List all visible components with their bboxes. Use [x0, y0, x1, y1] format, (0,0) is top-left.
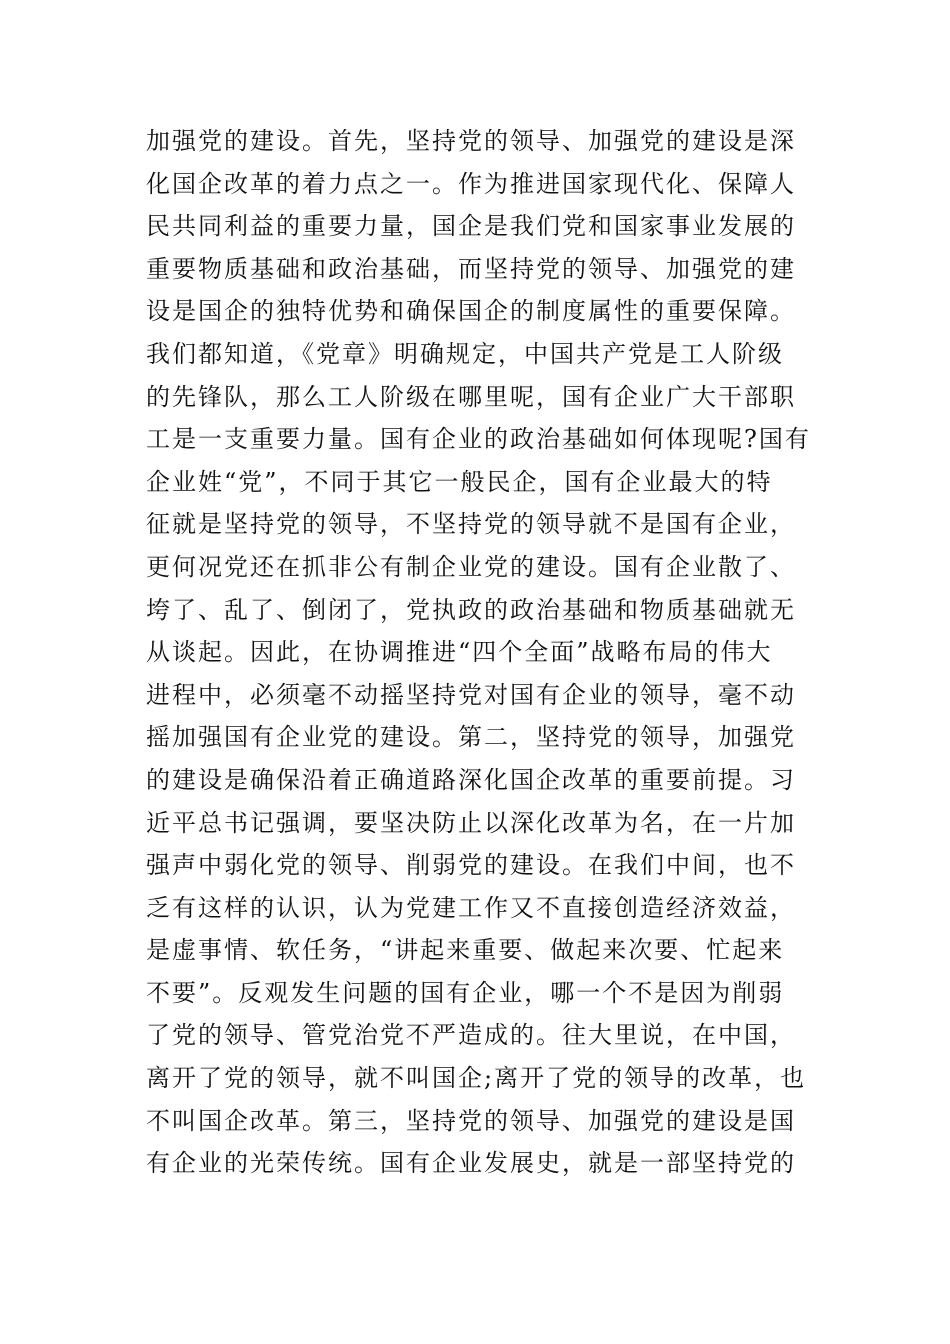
- text-line: 的建设是确保沿着正确道路深化国企改革的重要前提。习: [146, 765, 796, 794]
- text-line: 不要”。反观发生问题的国有企业，哪一个不是因为削弱: [146, 978, 785, 1007]
- text-line: 进程中，必须毫不动摇坚持党对国有企业的领导，毫不动: [146, 680, 796, 709]
- text-line: 强声中弱化党的领导、削弱党的建设。在我们中间，也不: [146, 851, 796, 880]
- text-line: 乏有这样的认识，认为党建工作又不直接创造经济效益，: [146, 893, 796, 922]
- text-line: 从谈起。因此，在协调推进“四个全面”战略布局的伟大: [146, 638, 773, 667]
- text-line: 垮了、乱了、倒闭了，党执政的政治基础和物质基础就无: [146, 595, 796, 624]
- text-line: 民共同利益的重要力量，国企是我们党和国家事业发展的: [146, 212, 796, 241]
- text-line: 近平总书记强调，要坚决防止以深化改革为名，在一片加: [146, 808, 796, 837]
- text-line: 我们都知道，《党章》明确规定，中国共产党是工人阶级: [146, 339, 784, 368]
- text-line: 征就是坚持党的领导，不坚持党的领导就不是国有企业，: [146, 510, 796, 539]
- body-paragraph: [146, 120, 811, 1185]
- text-line: 化国企改革的着力点之一。作为推进国家现代化、保障人: [146, 169, 796, 198]
- text-line: 离开了党的领导，就不叫国企;离开了党的领导的改革，也: [146, 1064, 807, 1093]
- text-line: 摇加强国有企业党的建设。第二，坚持党的领导，加强党: [146, 723, 796, 752]
- text-line: 设是国企的独特优势和确保国企的制度属性的重要保障。: [146, 297, 796, 326]
- text-line: 不叫国企改革。第三，坚持党的领导、加强党的建设是国: [146, 1106, 796, 1135]
- text-line: 是虚事情、软任务，“讲起来重要、做起来次要、忙起来: [146, 936, 785, 965]
- text-line: 的先锋队，那么工人阶级在哪里呢，国有企业广大干部职: [146, 382, 796, 411]
- text-line: 有企业的光荣传统。国有企业发展史，就是一部坚持党的: [146, 1149, 796, 1178]
- text-line: 更何况党还在抓非公有制企业党的建设。国有企业散了、: [146, 552, 796, 581]
- text-line: 重要物质基础和政治基础，而坚持党的领导、加强党的建: [146, 254, 796, 283]
- text-line: 加强党的建设。首先，坚持党的领导、加强党的建设是深: [146, 127, 796, 155]
- text-line: 了党的领导、管党治党不严造成的。往大里说，在中国，: [146, 1021, 796, 1050]
- text-line: 工是一支重要力量。国有企业的政治基础如何体现呢?国有: [146, 425, 811, 454]
- text-line: 企业姓“党”，不同于其它一般民企，国有企业最大的特: [146, 467, 773, 496]
